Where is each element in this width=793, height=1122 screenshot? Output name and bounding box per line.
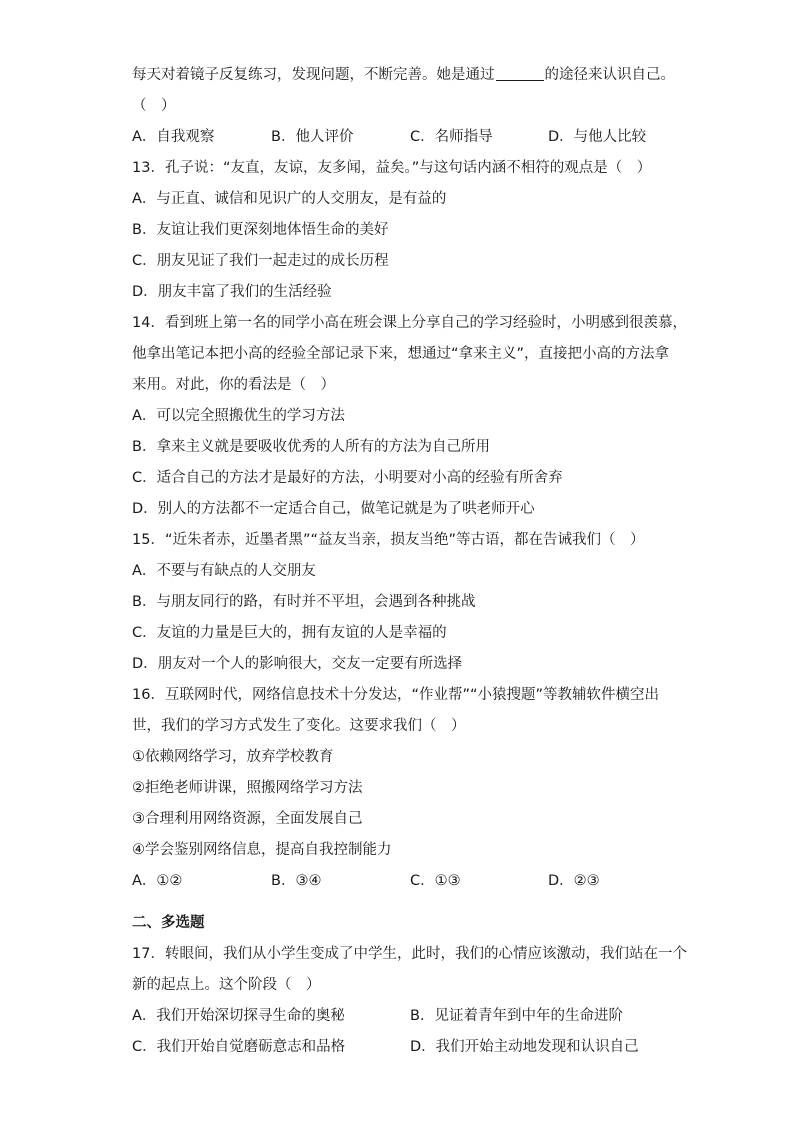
q14-option-b[interactable]: B．拿来主义就是要吸收优秀的人所有的方法为自己所用 bbox=[132, 439, 490, 455]
q17-option-a[interactable]: A．我们开始深切探寻生命的奥秘 bbox=[132, 1008, 345, 1024]
section-title-multiple-choice: 二、多选题 bbox=[132, 915, 205, 931]
q12-option-a[interactable]: A．自我观察 bbox=[132, 129, 215, 145]
q14-option-c[interactable]: C．适合自己的方法才是最好的方法，小明要对小高的经验有所舍弃 bbox=[132, 470, 563, 486]
q12-paren: （ ） bbox=[132, 98, 176, 114]
q12-answer-blank bbox=[496, 66, 544, 81]
q13-option-c[interactable]: C．朋友见证了我们一起走过的成长历程 bbox=[132, 253, 389, 269]
q17-option-d[interactable]: D．我们开始主动地发现和认识自己 bbox=[410, 1039, 639, 1055]
q16-stem-line-1: 16．互联网时代，网络信息技术十分发达，“作业帮”“小猿搜题”等教辅软件横空出 bbox=[132, 687, 659, 703]
q15-option-b[interactable]: B．与朋友同行的路，有时并不平坦，会遇到各种挑战 bbox=[132, 594, 476, 610]
q16-item-4: ④学会鉴别网络信息，提高自我控制能力 bbox=[132, 842, 392, 858]
q12-options bbox=[132, 122, 672, 153]
q12-option-c[interactable]: C．名师指导 bbox=[410, 129, 493, 145]
q17-options-row-2 bbox=[132, 1032, 672, 1063]
q16-options bbox=[132, 866, 672, 897]
q14-stem-line-3: 来用。对此，你的看法是（ ） bbox=[132, 377, 335, 393]
exam-page bbox=[132, 60, 687, 1063]
q16-stem-line-2: 世，我们的学习方式发生了变化。这要求我们（ ） bbox=[132, 718, 466, 734]
q16-option-a[interactable]: A．①② bbox=[132, 873, 183, 889]
q12-option-d[interactable]: D．与他人比较 bbox=[548, 129, 647, 145]
q14-option-a[interactable]: A．可以完全照搬优生的学习方法 bbox=[132, 408, 345, 424]
q14-stem-line-2: 他拿出笔记本把小高的经验全部记录下来，想通过“拿来主义”，直接把小高的方法拿 bbox=[132, 346, 670, 362]
q17-option-b[interactable]: B．见证着青年到中年的生命进阶 bbox=[410, 1008, 623, 1024]
q15-option-d[interactable]: D．朋友对一个人的影响很大，交友一定要有所选择 bbox=[132, 656, 463, 672]
q12-option-b[interactable]: B．他人评价 bbox=[271, 129, 354, 145]
q14-stem-line-1: 14．看到班上第一名的同学小高在班会课上分享自己的学习经验时，小明感到很羡慕， bbox=[132, 315, 687, 331]
q13-stem: 13．孔子说：“友直，友谅，友多闻，益矣。”与这句话内涵不相符的观点是（ ） bbox=[132, 160, 652, 176]
q16-item-2: ②拒绝老师讲课，照搬网络学习方法 bbox=[132, 780, 363, 796]
q15-option-c[interactable]: C．友谊的力量是巨大的，拥有友谊的人是幸福的 bbox=[132, 625, 447, 641]
q17-options-row-1 bbox=[132, 1001, 672, 1032]
q16-item-3: ③合理利用网络资源，全面发展自己 bbox=[132, 811, 363, 827]
q12-text-b: 的途径来认识自己。 bbox=[544, 67, 675, 83]
q16-option-b[interactable]: B．③④ bbox=[271, 873, 322, 889]
q16-option-c[interactable]: C．①③ bbox=[410, 873, 461, 889]
q14-option-d[interactable]: D．别人的方法都不一定适合自己，做笔记就是为了哄老师开心 bbox=[132, 501, 535, 517]
q15-option-a[interactable]: A．不要与有缺点的人交朋友 bbox=[132, 563, 316, 579]
q13-option-a[interactable]: A．与正直、诚信和见识广的人交朋友，是有益的 bbox=[132, 191, 447, 207]
q17-stem-line-1: 17．转眼间，我们从小学生变成了中学生，此时，我们的心情应该激动，我们站在一个 bbox=[132, 946, 687, 962]
q12-stem-line bbox=[132, 60, 675, 91]
q16-option-d[interactable]: D．②③ bbox=[548, 873, 600, 889]
q16-item-1: ①依赖网络学习，放弃学校教育 bbox=[132, 749, 334, 765]
q15-stem: 15．“近朱者赤，近墨者黑”“益友当亲，损友当绝”等古语，都在告诫我们（ ） bbox=[132, 532, 645, 548]
q17-stem-line-2: 新的起点上。这个阶段（ ） bbox=[132, 977, 321, 993]
q13-option-b[interactable]: B．友谊让我们更深刻地体悟生命的美好 bbox=[132, 222, 389, 238]
q17-option-c[interactable]: C．我们开始自觉磨砺意志和品格 bbox=[132, 1039, 346, 1055]
q12-text-a: 每天对着镜子反复练习，发现问题，不断完善。她是通过 bbox=[132, 67, 495, 83]
q13-option-d[interactable]: D．朋友丰富了我们的生活经验 bbox=[132, 284, 332, 300]
